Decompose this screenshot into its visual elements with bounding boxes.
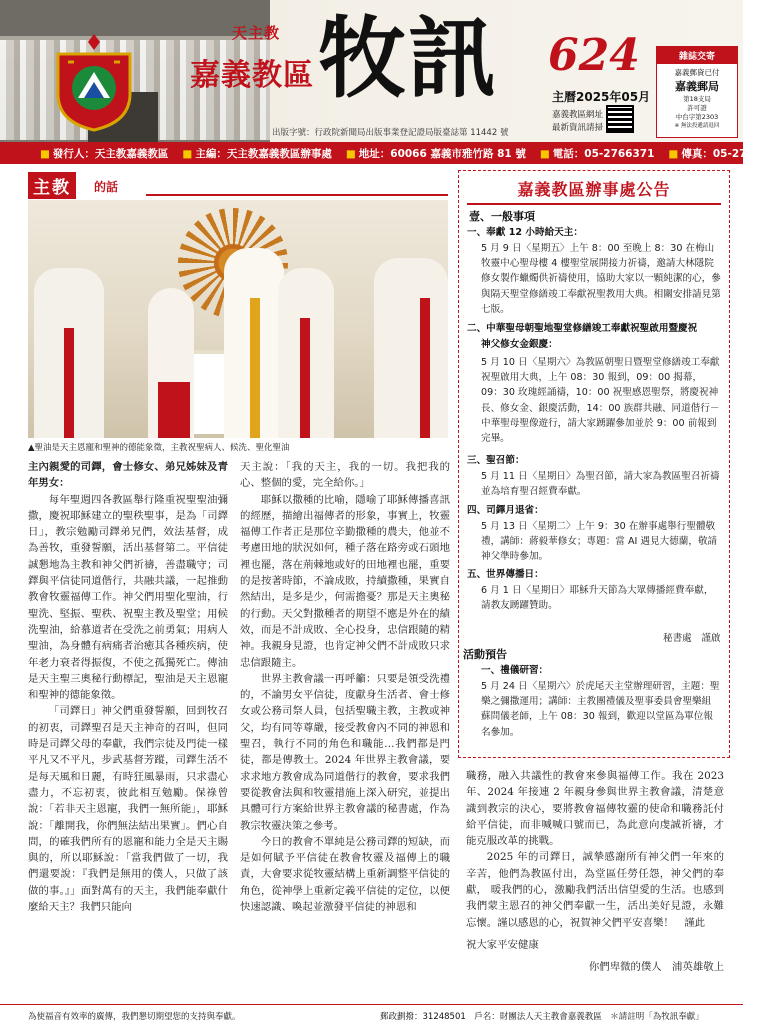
issue-number: 624 bbox=[548, 30, 640, 81]
stamp-line2: 嘉義郵局 bbox=[675, 80, 719, 93]
notice-item-head: 一、奉獻 12 小時給天主： bbox=[467, 227, 583, 238]
article-paragraph: 世界主教會議一再呼籲：只要是領受洗禮的，不論男女平信徒，度獻身生活者、會士修女或公務司祭人員，包括聖職主教，主教或神父，均有同等尊嚴，接受教會內不同的神恩和聖召，執行不同的角色和職能…我們都是門徒，都是傳教士。2024 年世界主教會議，要求求地方教會成為同道偕行的教會，要求我們要從教會法與和牧靈措施上深入研究，並提出具體可行方案給世界主教會議的秘書處，作為教宗牧靈決策之參考。 bbox=[240, 672, 450, 832]
article-column-3 bbox=[466, 768, 724, 976]
footer-appeal: 為使福音有效率的廣傳，我們懇切期望您的支持與奉獻。 bbox=[28, 1012, 241, 1022]
postage-stamp bbox=[656, 46, 738, 138]
stamp-head: 雜誌交寄 bbox=[657, 47, 737, 64]
editor: ■ 主編：天主教嘉義教區辦事處 bbox=[182, 147, 332, 160]
notice-item-head: 三、聖召節： bbox=[467, 455, 525, 466]
article-greeting: 主內親愛的司鐸，會士修女、弟兄姊妹及青年男女： bbox=[28, 461, 228, 490]
bishop-tag: 主教 bbox=[28, 172, 76, 199]
article-column-2 bbox=[240, 459, 450, 915]
diocese-emblem-icon bbox=[48, 32, 140, 132]
notice-item-body: 5 月 10 日〈星期六〉為教區朝聖日暨聖堂修繕竣工奉獻祝聖啟用大典，上午 08：30 報到，09：00 揭幕，09：30 玫瑰經誦禱，10：00 祝聖感恩聖祭，將慶祝神長、修女金、銀慶活動，14：00 族群共融、同道偕行－中華聖母聖像遊行，請大家踴躍參加並於 9：00 前報到完畢。 bbox=[481, 357, 720, 445]
event-head: 一、禮儀研習： bbox=[481, 665, 549, 676]
catholic-label: 天主教 bbox=[232, 24, 281, 42]
article-paragraph: 天主說：「我的天主，我的一切。我把我的心、整個的愛，完全給你。」 bbox=[240, 461, 450, 490]
article-paragraph: 2025 年的司鐸日，誠摯感謝所有神父們一年來的辛苦，他們為教區付出，為堂區任勞任怨，神父們的奉獻， 暖我們的心，激勵我們活出信望愛的生活。也感到我們蒙主恩召的神父們奉獻一生，活出美好見證，永難忘懷。謹以感恩的心，祝賀神父們平安喜樂！ 謹此 bbox=[466, 851, 724, 929]
article-closing: 祝大家平安健康 bbox=[466, 938, 539, 951]
bishop-tag-suffix: 的話 bbox=[94, 180, 119, 194]
info-bar bbox=[0, 142, 783, 164]
footer bbox=[0, 1004, 743, 1024]
bishop-column-header bbox=[28, 172, 448, 198]
article-paragraph: 今日的教會不單純是公務司鐸的短缺，而是如何賦予平信徒在教會牧靈及福傳上的職責，大會要求從牧靈結構上重新調整平信徒的角色，從神學上重新定義平信徒的定位，以便快速認識、喚起並激發平信徒的神恩和 bbox=[240, 835, 450, 914]
qr-code-icon[interactable] bbox=[606, 105, 634, 133]
stamp-line4: 許可證 bbox=[687, 104, 707, 112]
notice-item-body: 5 月 9 日〈星期五〉上午 8：00 至晚上 8：30 在梅山牧靈中心聖母樓 4 樓聖堂展開接力祈禱，邀請大林隱院修女製作蠟燭供祈禱使用，協助大家以一顆純潔的心，參與隔天聖堂修繕竣工奉獻祝聖教用大典。相關安排請見第七版。 bbox=[481, 243, 721, 315]
mass-photo bbox=[28, 200, 448, 438]
notice-item-head: 二、中華聖母朝聖地聖堂修繕竣工奉獻祝聖啟用暨慶祝 bbox=[467, 323, 698, 334]
notice-item-body: 6 月 1 日〈星期日〉耶穌升天節為大眾傳播經費奉獻，請教友踴躍贊助。 bbox=[481, 585, 714, 612]
notice-section-general: 壹、一般事項 bbox=[469, 210, 535, 223]
newsletter-title: 牧訊 bbox=[318, 6, 499, 110]
notice-title: 嘉義教區辦事處公告 bbox=[517, 180, 671, 199]
site-label: 嘉義教區網址 bbox=[552, 110, 604, 120]
notice-item-head-2: 神父修女金銀慶： bbox=[481, 339, 558, 350]
issue-date: 主曆2025年05月 bbox=[552, 90, 651, 104]
event-body: 5 月 24 日〈星期六〉於虎尾天主堂辦理研習，主題：聖樂之彌撒運用；講師：主教團禮儀及聖事委員會聖樂組 蘇問儀老師，上午 08：30 報到，歡迎以堂區為單位報名參加。 bbox=[481, 681, 720, 738]
notice-item-head: 四、司鐸月退省： bbox=[467, 505, 544, 516]
scan-label: 最新資訊請掃 bbox=[552, 123, 604, 133]
office-notice bbox=[458, 170, 730, 758]
notice-signer: 秘書處 謹啟 bbox=[663, 633, 721, 644]
publisher: ■ 發行人：天主教嘉義教區 bbox=[40, 147, 169, 160]
diocese-label: 嘉義教區 bbox=[190, 58, 314, 93]
publication-license: 出版字號：行政院新聞局出版事業登記證局版臺誌第 11442 號 bbox=[272, 128, 509, 138]
phone: ■ 電話：05-2766371 bbox=[539, 147, 655, 160]
footer-donation-info: 郵政劃撥：31248501 戶名：財團法人天主教會嘉義教區 ＊請註明「為牧訊奉獻」 bbox=[380, 1012, 704, 1022]
stamp-line3: 第18支局 bbox=[683, 95, 711, 103]
masthead bbox=[0, 0, 743, 142]
address: ■ 地址：60066 嘉義市雅竹路 81 號 bbox=[345, 147, 526, 160]
photo-caption: ▲聖油是天主恩寵和聖神的德能象徵，主教祝聖病人、候洗、聖化聖油 bbox=[28, 443, 290, 453]
article-column-1 bbox=[28, 459, 228, 915]
article-signature: 你們卑微的僕人 浦英雄敬上 bbox=[588, 961, 724, 974]
article-paragraph: 耶穌以撒種的比喻，隱喻了耶穌傳播喜訊的經歷，描繪出福傳者的形象，事實上，牧靈福傳工作者正是那位辛勤撒種的農夫，他並不考慮田地的狀況如何，種子落在路旁或石頭地裡也罷，落在荊棘地或好的田地裡也罷，重要的是按著時節，不論成敗，持續撒種，果實自然結出，是多是少，何需擔憂？那是天主奧秘的行動。天父對撒種者的期望不應是外在的績效，而是不計成敗、全心投身，忠信跟隨的精神。我親身見證，也肯定神父們不計成敗只求忠信跟隨主。 bbox=[240, 493, 450, 669]
notice-item-head: 五、世界傳播日： bbox=[467, 569, 544, 580]
article-paragraph: 職務，融入共議性的教會來參與福傳工作。我在 2023 年、2024 年接連 2 年親身參與世界主教會議，清楚意識到教宗的決心，要將教會福傳牧靈的使命和職務託付給平信徒，而非喊喊口號而已，為此意向虔誠祈禱，才能克服改革的挑戰。 bbox=[466, 770, 724, 848]
notice-section-events: 活動預告 bbox=[463, 648, 507, 661]
notice-item-body: 5 月 13 日〈星期二〉上午 9：30 在辦事處舉行聖體敬禮，講師：蔣毅華修女；專題：當 AI 遇見大德蘭，敬請神父準時參加。 bbox=[481, 521, 718, 563]
article-paragraph: 「司鐸日」神父們重發誓願，回到牧召的初衷，司鐸聖召是天主神奇的召叫，但同時是司鐸父母的奉獻，我們宗徒及門徒一樣平凡又不平凡，步武基督芳蹤，司鐸生活不是每天風和日麗，有時狂風暴雨，只求盡心盡力，不忘初衷，彼此相互勉勵。保祿曾說：「若非天主恩寵，我們一無所能」，耶穌說：「離開我，你們無法結出果實」。們心自問，的確我們所有的恩寵和能力全是天主賜與的，所以耶穌說：「當我們做了一切，我們還要說：『我們是無用的僕人，只做了該做的事。』」面對萬有的天主，我們能奉獻什麼給天主？我們只能向 bbox=[28, 705, 228, 914]
stamp-line1: 嘉義郵資已付 bbox=[674, 68, 720, 77]
article-paragraph: 每年聖週四各教區舉行隆重祝聖聖油彌撒，慶祝耶穌建立的聖秩聖事，是為「司鐸日」，教宗勉勵司鐸弟兄們，效法基督，成為善牧，重發誓願，活出基督第二。平信徒誠懇地為主教和神父們祈禱，善盡職守；司鐸與平信徒同道偕行，共融共議，一起推動教會牧靈福傳工作。神父們用聖化聖油，行聖洗、堅振、聖秩、祝聖主教及聖堂；用候洗聖油，給慕道者在受洗之前勇氣；用病人聖油，為身體有病痛者治癒其各種疾病，使年老力衰者得振復，不使之孤獨死亡。傳油是天主聖三奧秘行動標記，聖油是天主恩寵和聖神的德能象徵。 bbox=[28, 493, 228, 702]
notice-item-body: 5 月 11 日〈星期日〉為聖召節，請大家為教區聖召祈禱並為培育聖召經費奉獻。 bbox=[481, 471, 720, 498]
stamp-line5: 中台字第2303 bbox=[675, 113, 719, 121]
stamp-line6: ※ 無法投遞請退回 bbox=[674, 123, 720, 129]
fax: ■ 傳真：05-2712885 bbox=[668, 147, 783, 160]
